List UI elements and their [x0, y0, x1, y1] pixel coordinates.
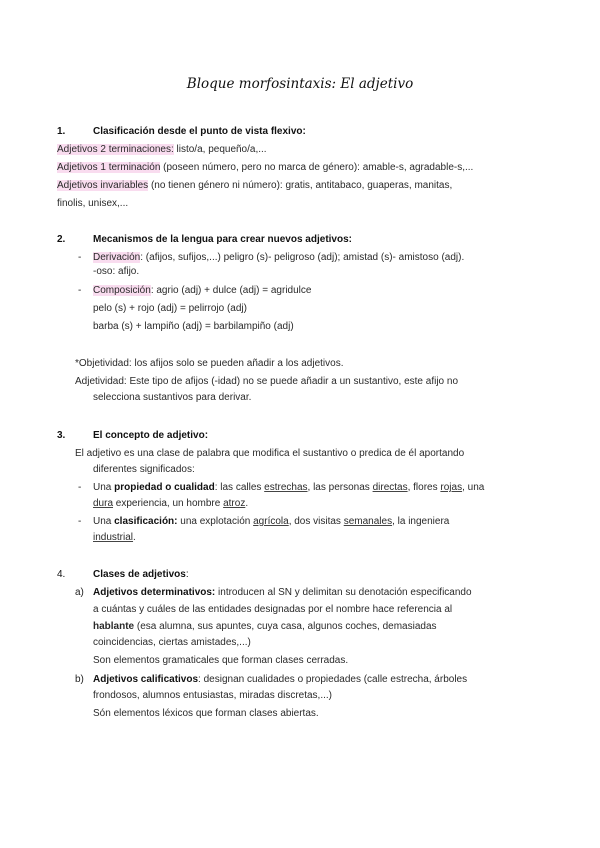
highlight-derivacion: Derivación [93, 252, 141, 263]
section-1-heading: Clasificación desde el punto de vista flexivo: [93, 126, 306, 137]
s2-composition-text: : agrio (adj) + dulce (adj) = agridulce [150, 285, 312, 296]
s4-b-line-1 [93, 673, 467, 686]
s3-b1-bold: propiedad o cualidad [114, 482, 215, 493]
s3-b2-t4: . [133, 532, 136, 543]
section-2-number: 2. [57, 234, 66, 245]
s2-note-adjetividad: Adjetividad: Este tipo de afijos (-idad) no se puede añadir a un sustantivo, este afijo no [75, 376, 459, 387]
s3-b1-u3: rojas [440, 482, 463, 493]
s3-bullet-2-dash: - [78, 516, 82, 527]
s3-b2-pre: Una [93, 516, 115, 527]
highlight-two-endings: Adjetivos 2 terminaciones: [57, 144, 174, 155]
highlight-composicion: Composición [93, 285, 151, 296]
s4-a-marker: a) [75, 587, 84, 598]
highlight-one-ending: Adjetivos 1 terminación [57, 162, 161, 173]
s3-paragraph-line-1: El adjetivo es una clase de palabra que modifica el sustantivo o predica de él aportando [75, 448, 465, 459]
s3-b2-u1: agrícola [253, 516, 289, 527]
s2-composition-line-2: pelo (s) + rojo (adj) = pelirrojo (adj) [93, 303, 247, 314]
section-1-number: 1. [57, 126, 66, 137]
s4-heading-colon: : [185, 569, 189, 580]
s3-b1-u5: atroz [223, 498, 246, 509]
s1-line-c2: finolis, unisex,... [57, 198, 129, 209]
s3-b1-u2: directas [372, 482, 408, 493]
s2-composition-line [93, 284, 311, 297]
page-title: Bloque morfosintaxis: El adjetivo [186, 76, 414, 92]
highlight-invariables: Adjetivos invariables [57, 180, 149, 191]
s4-a-line-3 [93, 620, 437, 633]
s4-a-line-1 [93, 586, 472, 599]
section-4-number: 4. [57, 569, 66, 580]
s4-a-line-4: coincidencias, ciertas amistades,...) [93, 637, 251, 648]
s2-derivation-text: : (afijos, sufijos,...) peligro (s)- peligroso (adj); amistad (s)- amistoso (adj). [140, 252, 465, 263]
s4-b-bold: Adjetivos calificativos [93, 674, 199, 685]
s4-a-line-2: a cuántas y cuáles de las entidades designadas por el nombre hace referencia al [93, 604, 453, 615]
section-3-heading: El concepto de adjetivo: [93, 430, 209, 441]
s3-b1-t3: , flores [407, 482, 441, 493]
s2-bullet-2-dash: - [78, 285, 82, 296]
s4-b-line-2: frondosos, alumnos entusiastas, miradas discretas,...) [93, 690, 332, 701]
s3-paragraph-line-2: diferentes significados: [93, 464, 195, 475]
s3-b2-t3: , la ingeniera [392, 516, 450, 527]
s2-derivation-line [93, 251, 464, 264]
s4-a-bold: Adjetivos determinativos: [93, 587, 216, 598]
section-2-heading: Mecanismos de la lengua para crear nuevos adjetivos: [93, 234, 352, 245]
s3-b2-t1: una explotación [177, 516, 254, 527]
section-4-heading [93, 568, 189, 581]
s1-line-c [57, 179, 452, 192]
s4-a-t3b: (esa alumna, sus apuntes, cuya casa, algunos coches, demasiadas [134, 621, 437, 632]
s2-note-adjetividad-2: selecciona sustantivos para derivar. [93, 392, 252, 403]
s3-b2-u3: industrial [93, 532, 134, 543]
s4-b-line-3: Són elementos léxicos que forman clases abiertas. [93, 708, 319, 719]
s3-b1-u1: estrechas [264, 482, 308, 493]
s1-line-a [57, 143, 267, 156]
s3-b1-t1: : las calles [214, 482, 265, 493]
s1-line-b-text: (poseen número, pero no marca de género): amable-s, agradable-s,... [160, 162, 474, 173]
s4-a-line-5: Son elementos gramaticales que forman clases cerradas. [93, 655, 349, 666]
s2-bullet-1-dash: - [78, 252, 82, 263]
s4-a-t3: hablante [93, 621, 135, 632]
s1-line-c-text: (no tienen género ni número): gratis, antitabaco, guaperas, manitas, [148, 180, 453, 191]
s3-b2-u2: semanales [343, 516, 393, 527]
s3-bullet-2-line-2 [93, 531, 136, 544]
s3-bullet-1-line-2 [93, 497, 248, 510]
s3-bullet-2-line [93, 515, 449, 528]
s3-b1-u4: dura [93, 498, 114, 509]
s4-a-t1: introducen al SN y delimitan su denotación especificando [215, 587, 472, 598]
s3-b1-pre: Una [93, 482, 115, 493]
s1-line-a-text: listo/a, pequeño/a,... [173, 144, 267, 155]
s3-bullet-1-dash: - [78, 482, 82, 493]
s1-line-b [57, 161, 473, 174]
s3-b1-t4: , una [462, 482, 485, 493]
s3-b1-t2: , las personas [307, 482, 373, 493]
s2-composition-line-3: barba (s) + lampiño (adj) = barbilampiño (adj) [93, 321, 294, 332]
s2-derivation-line-2: -oso: afijo. [93, 266, 140, 277]
s3-bullet-1-line [93, 481, 484, 494]
s4-b-marker: b) [75, 674, 84, 685]
s3-b2-bold: clasificación: [114, 516, 178, 527]
s2-note-objetividad: *Objetividad: los afijos solo se pueden añadir a los adjetivos. [75, 358, 344, 369]
s3-b1-t6: . [245, 498, 249, 509]
s4-heading-text: Clases de adjetivos [93, 569, 186, 580]
section-3-number: 3. [57, 430, 66, 441]
s4-b-t1: : designan cualidades o propiedades (calle estrecha, árboles [198, 674, 468, 685]
s3-b2-t2: , dos visitas [288, 516, 344, 527]
s3-b1-t5: experiencia, un hombre [113, 498, 224, 509]
